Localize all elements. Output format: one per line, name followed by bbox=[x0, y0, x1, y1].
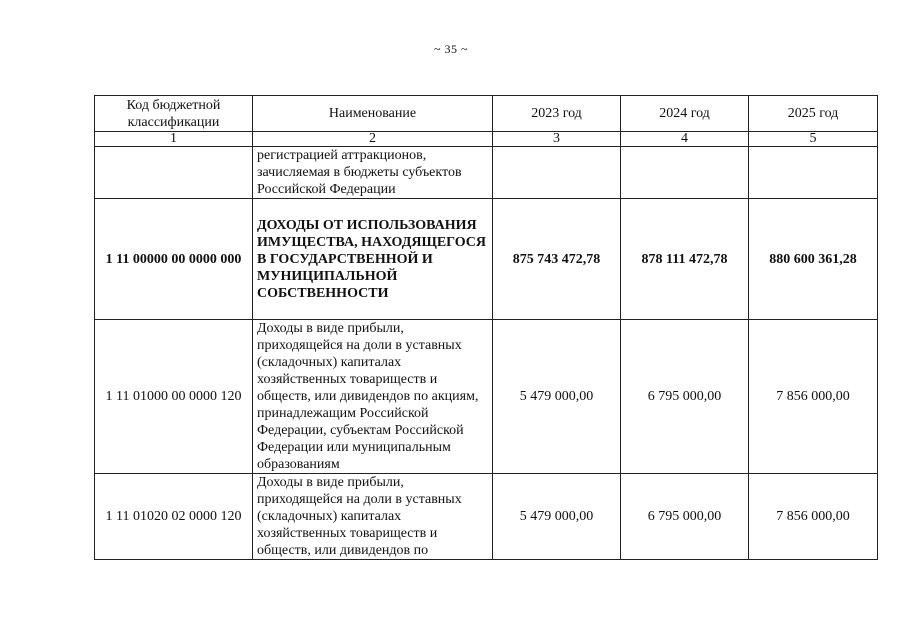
row-name: ДОХОДЫ ОТ ИСПОЛЬЗОВАНИЯ ИМУЩЕСТВА, НАХОДЯЩЕГОСЯ В ГОСУДАРСТВЕННОЙ И МУНИЦИПАЛЬНОЙ СОБСТВЕННОСТИ bbox=[253, 199, 493, 320]
row-value-2023: 875 743 472,78 bbox=[493, 199, 621, 320]
column-number: 4 bbox=[621, 132, 749, 147]
column-number: 5 bbox=[749, 132, 878, 147]
row-value-2024: 6 795 000,00 bbox=[621, 320, 749, 474]
row-value-2025 bbox=[749, 147, 878, 199]
header-2023: 2023 год bbox=[493, 96, 621, 132]
row-value-2025: 880 600 361,28 bbox=[749, 199, 878, 320]
row-code: 1 11 01000 00 0000 120 bbox=[95, 320, 253, 474]
row-value-2025: 7 856 000,00 bbox=[749, 320, 878, 474]
row-code bbox=[95, 147, 253, 199]
table-row bbox=[95, 147, 878, 199]
budget-table bbox=[94, 95, 878, 560]
column-number: 2 bbox=[253, 132, 493, 147]
header-code: Код бюджетной классификации bbox=[95, 96, 253, 132]
table-row bbox=[95, 474, 878, 560]
row-value-2024: 6 795 000,00 bbox=[621, 474, 749, 560]
row-value-2023: 5 479 000,00 bbox=[493, 474, 621, 560]
column-number: 3 bbox=[493, 132, 621, 147]
table-row bbox=[95, 320, 878, 474]
column-number-row bbox=[95, 132, 878, 147]
row-name: регистрацией аттракционов, зачисляемая в бюджеты субъектов Российской Федерации bbox=[253, 147, 493, 199]
row-value-2024: 878 111 472,78 bbox=[621, 199, 749, 320]
table-row bbox=[95, 199, 878, 320]
row-code: 1 11 00000 00 0000 000 bbox=[95, 199, 253, 320]
column-number: 1 bbox=[95, 132, 253, 147]
row-name: Доходы в виде прибыли, приходящейся на доли в уставных (складочных) капиталах хозяйственных товариществ и обществ, или дивидендов по акциям, принадлежащим Российской Федерации, субъектам Российской Федерации или муниципальным образованиям bbox=[253, 320, 493, 474]
table-header-row bbox=[95, 96, 878, 132]
row-name: Доходы в виде прибыли, приходящейся на доли в уставных (складочных) капиталах хозяйственных товариществ и обществ, или дивидендов по bbox=[253, 474, 493, 560]
row-code: 1 11 01020 02 0000 120 bbox=[95, 474, 253, 560]
header-2025: 2025 год bbox=[749, 96, 878, 132]
header-name: Наименование bbox=[253, 96, 493, 132]
row-value-2023: 5 479 000,00 bbox=[493, 320, 621, 474]
row-value-2023 bbox=[493, 147, 621, 199]
row-value-2025: 7 856 000,00 bbox=[749, 474, 878, 560]
page-number: ~ 35 ~ bbox=[434, 42, 468, 56]
header-2024: 2024 год bbox=[621, 96, 749, 132]
row-value-2024 bbox=[621, 147, 749, 199]
